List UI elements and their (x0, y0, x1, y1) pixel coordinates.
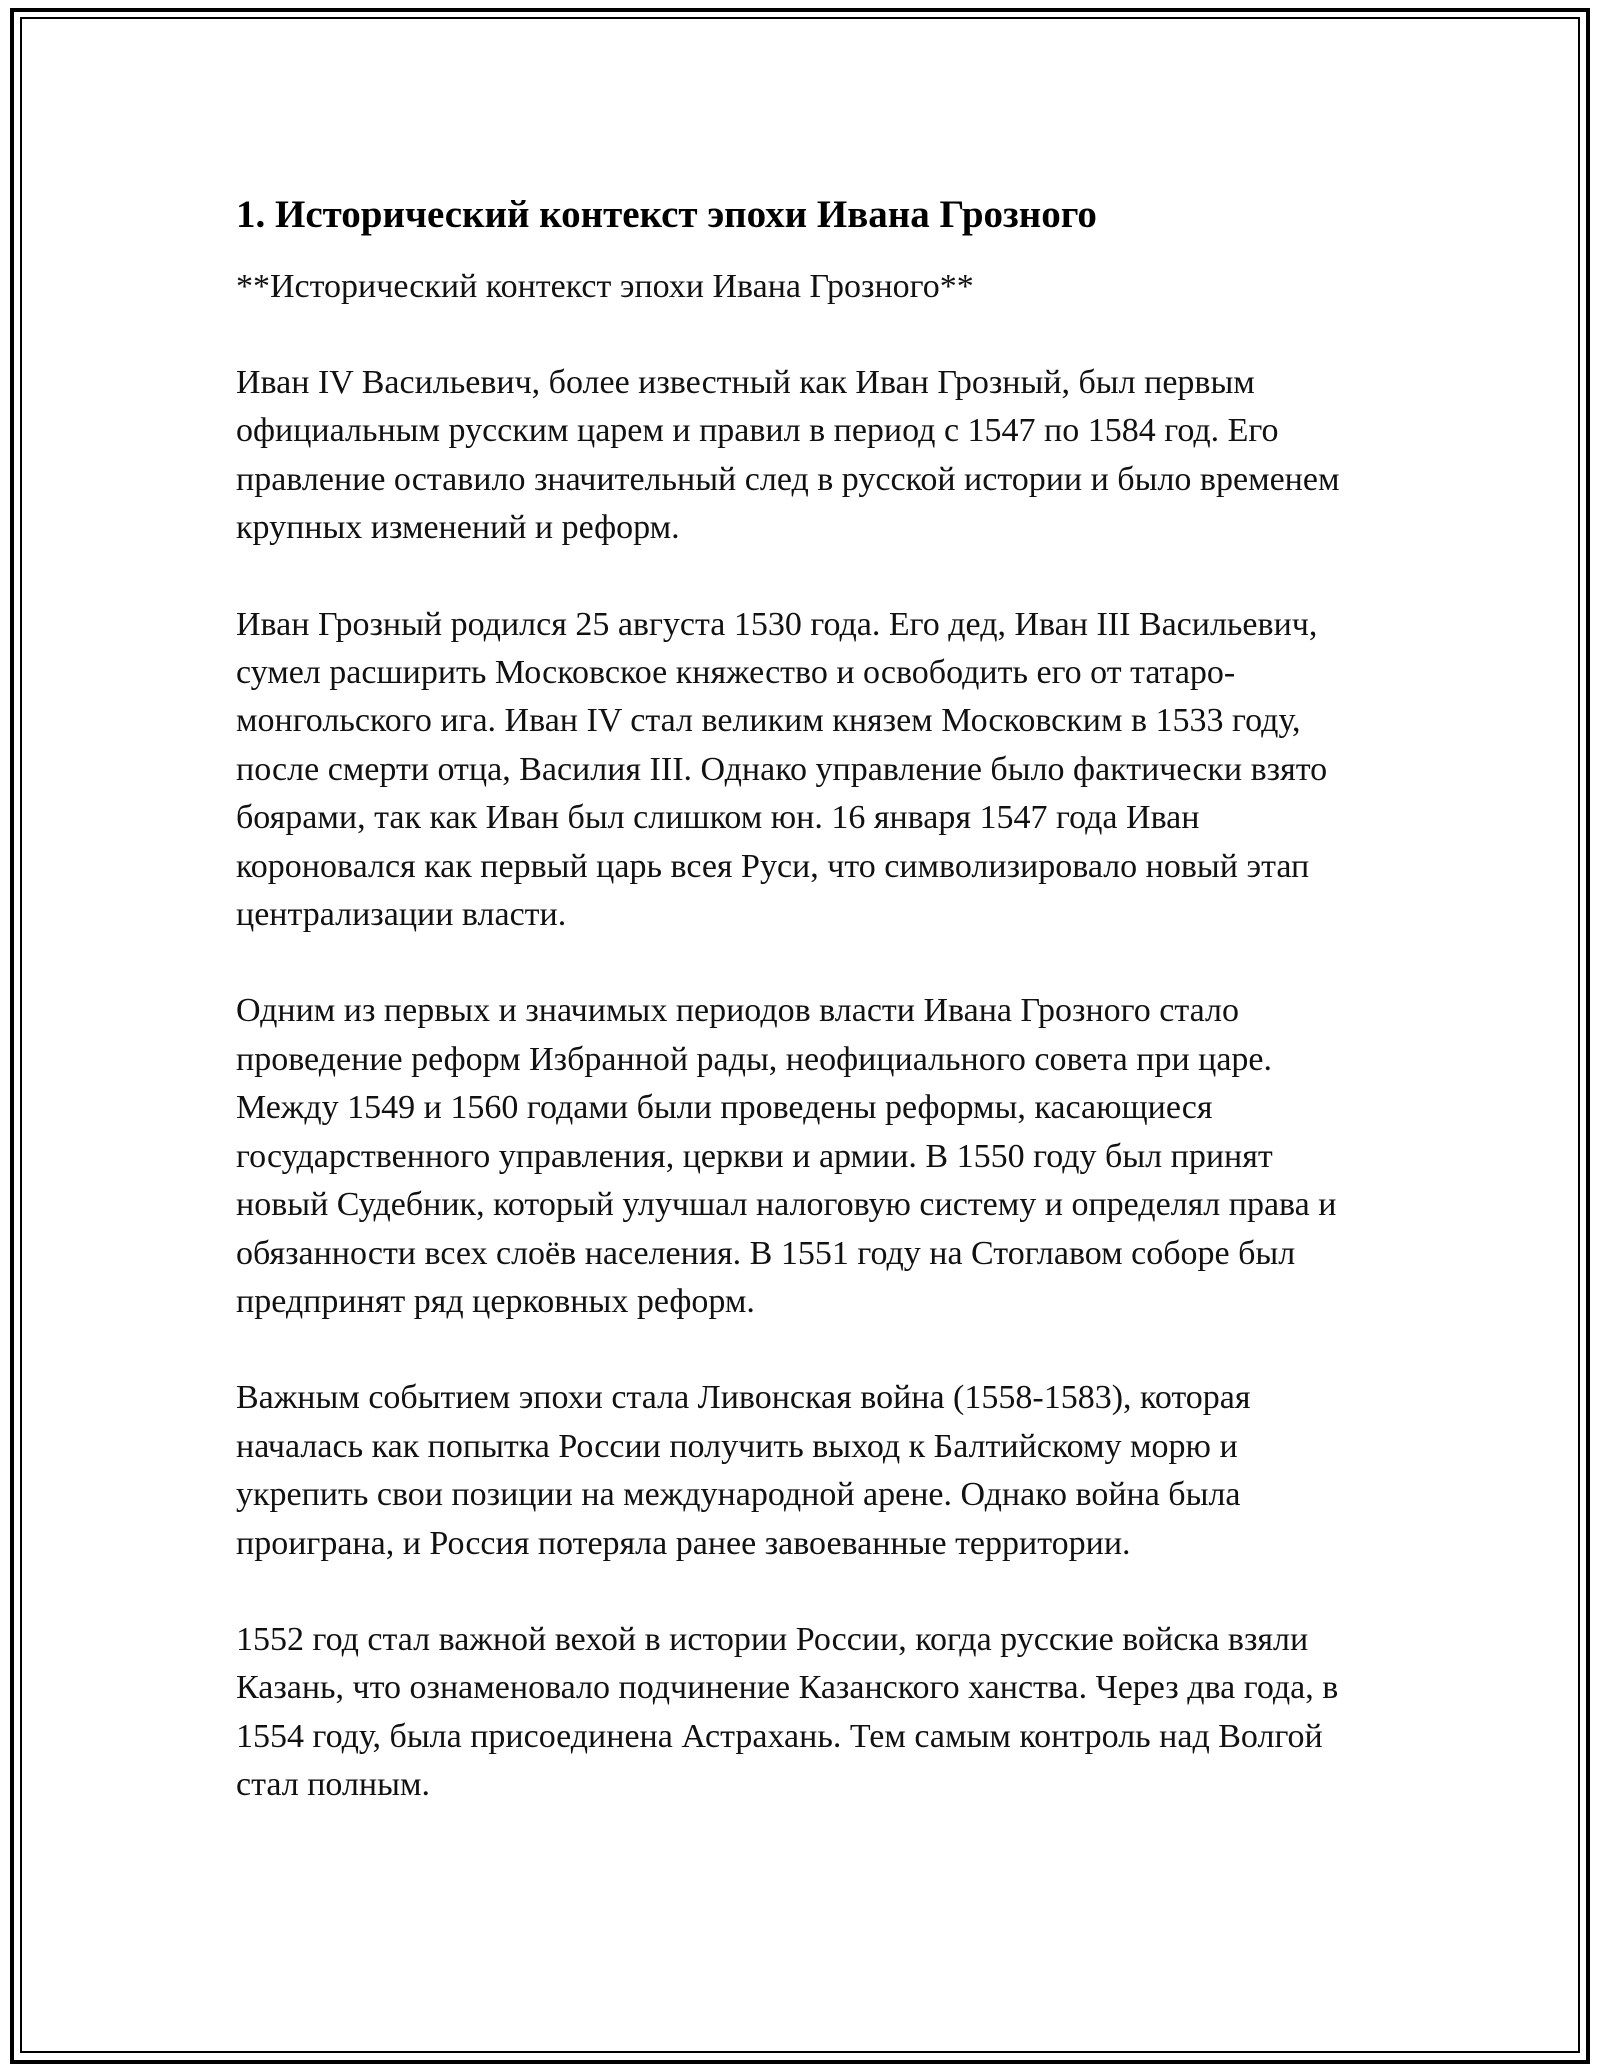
paragraph-2: Иван Грозный родился 25 августа 1530 года. Его дед, Иван III Васильевич, сумел расширить Московское княжество и освободить его от татаро-монгольского ига. Иван IV стал великим князем Московским в 1533 году, после смерти отца, Василия III. Однако управление было фактически взято боярами, так как Иван был слишком юн. 16 января 1547 года Иван короновался как первый царь всея Руси, что символизировало новый этап централизации власти. (236, 605, 1328, 934)
paragraph-3: Одним из первых и значимых периодов власти Ивана Грозного стало проведение реформ Избранной рады, неофициального совета при царе. Между 1549 и 1560 годами были проведены реформы, касающиеся государственного управления, церкви и армии. В 1550 году был принят новый Судебник, который улучшал налоговую систему и определял права и обязанности всех слоёв населения. В 1551 году на Стоглавом соборе был предпринят ряд церковных реформ. (236, 992, 1337, 1320)
section-heading: 1. Исторический контекст эпохи Ивана Грозного (236, 193, 1097, 236)
paragraph-4: Важным событием эпохи стала Ливонская война (1558-1583), которая началась как попытка России получить выход к Балтийскому морю и укрепить свои позиции на международной арене. Однако война была проиграна, и Россия потеряла ранее завоеванные территории. (236, 1379, 1251, 1562)
document-body (236, 185, 1366, 1810)
paragraph-1: Иван IV Васильевич, более известный как Иван Грозный, был первым официальным русским царем и правил в период с 1547 по 1584 год. Его правление оставило значительный след в русской истории и было временем крупных изменений и реформ. (236, 364, 1340, 547)
section-subheading: **Исторический контекст эпохи Ивана Грозного** (236, 268, 974, 305)
paragraph-5: 1552 год стал важной вехой в истории России, когда русские войска взяли Казань, что ознаменовало подчинение Казанского ханства. Через два года, в 1554 году, была присоединена Астрахань. Тем самым контроль над Волгой стал полным. (236, 1620, 1339, 1804)
